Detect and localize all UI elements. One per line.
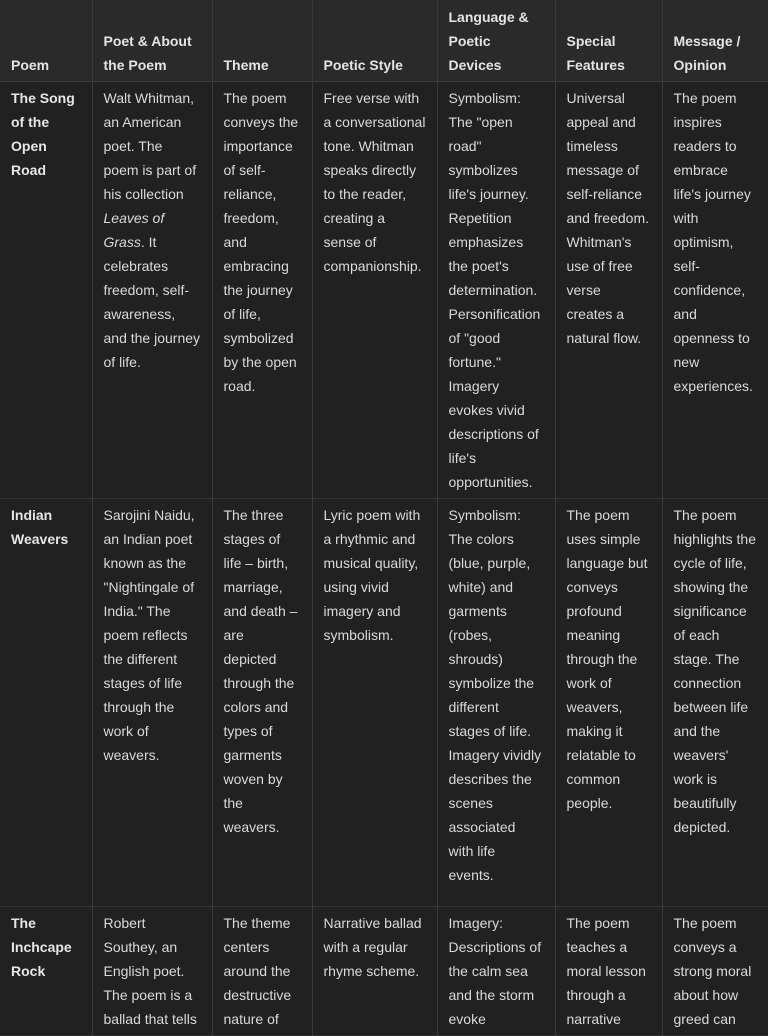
theme-cell: The three stages of life – birth, marriage, and death – are depicted through the colors and types of garments woven by the weavers. <box>212 498 312 906</box>
collection-title: Leaves of Grass <box>103 209 165 250</box>
header-row <box>0 0 768 81</box>
theme-cell: The theme centers around the destructive nature of <box>212 906 312 1035</box>
message-cell: The poem conveys a strong moral about how greed can <box>662 906 768 1035</box>
table-row <box>0 906 768 1035</box>
poet-cell <box>92 81 212 498</box>
message-cell: The poem inspires readers to embrace life's journey with optimism, self-confidence, and openness to new experiences. <box>662 81 768 498</box>
poem-title-cell: The Inchcape Rock <box>11 914 72 979</box>
message-cell: The poem highlights the cycle of life, showing the significance of each stage. The connection between life and the weavers' work is beautifully depicted. <box>662 498 768 906</box>
header-devices: Language & Poetic Devices <box>437 0 555 81</box>
poem-title-cell: Indian Weavers <box>11 506 69 547</box>
table-row <box>0 498 768 906</box>
header-message: Message / Opinion <box>662 0 768 81</box>
header-style: Poetic Style <box>312 0 437 81</box>
poet-cell: Sarojini Naidu, an Indian poet known as the "Nightingale of India." The poem reflects the different stages of life through the work of weavers. <box>92 498 212 906</box>
features-cell: Universal appeal and timeless message of self-reliance and freedom. Whitman's use of free verse creates a natural flow. <box>555 81 662 498</box>
poet-text: Walt Whitman, an American poet. The poem is part of his collection <box>103 89 197 202</box>
poem-title-cell: The Song of the Open Road <box>11 89 75 178</box>
header-poem: Poem <box>0 0 92 81</box>
table-row <box>0 81 768 498</box>
style-cell: Free verse with a conversational tone. Whitman speaks directly to the reader, creating a sense of companionship. <box>312 81 437 498</box>
style-cell: Narrative ballad with a regular rhyme scheme. <box>312 906 437 1035</box>
theme-cell: The poem conveys the importance of self-reliance, freedom, and embracing the journey of life, symbolized by the open road. <box>212 81 312 498</box>
features-cell: The poem teaches a moral lesson through a narrative <box>555 906 662 1035</box>
header-features: Special Features <box>555 0 662 81</box>
devices-cell: Imagery: Descriptions of the calm sea and the storm evoke <box>437 906 555 1035</box>
devices-cell: Symbolism: The "open road" symbolizes life's journey. Repetition emphasizes the poet's determination. Personification of "good fortune." Imagery evokes vivid descriptions of life's opportunities. <box>437 81 555 498</box>
poet-cell: Robert Southey, an English poet. The poem is a ballad that tells <box>92 906 212 1035</box>
features-cell: The poem uses simple language but conveys profound meaning through the work of weavers, making it relatable to common people. <box>555 498 662 906</box>
header-poet: Poet & About the Poem <box>92 0 212 81</box>
devices-cell: Symbolism: The colors (blue, purple, white) and garments (robes, shrouds) symbolize the different stages of life. Imagery vividly describes the scenes associated with life events. <box>437 498 555 906</box>
style-cell: Lyric poem with a rhythmic and musical quality, using vivid imagery and symbolism. <box>312 498 437 906</box>
poet-text-cont: . It celebrates freedom, self-awareness, and the journey of life. <box>103 233 201 370</box>
header-theme: Theme <box>212 0 312 81</box>
